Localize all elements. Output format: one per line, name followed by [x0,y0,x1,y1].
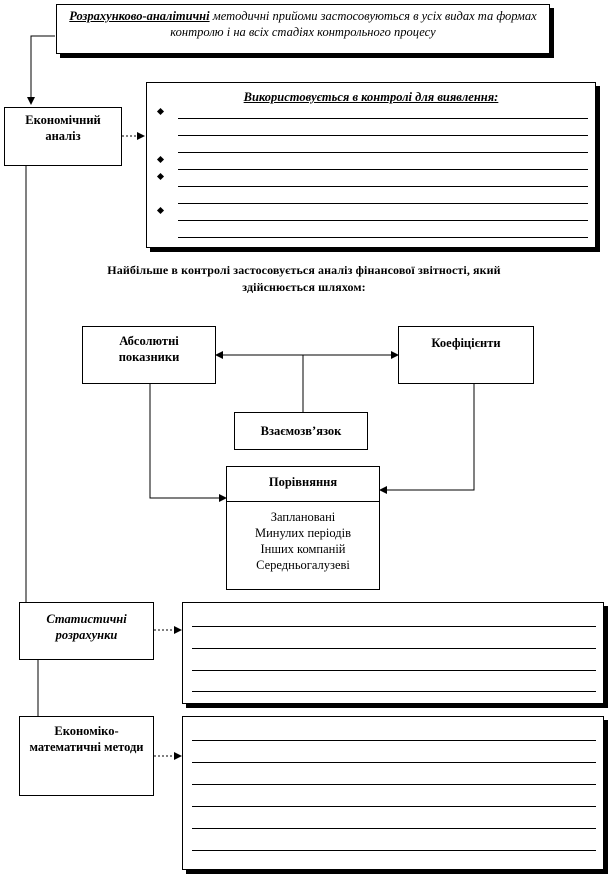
top-note-highlight: Розрахунково-аналітичні [69,9,210,23]
blank-line [192,691,596,692]
blank-line [178,169,588,170]
blank-line [192,828,596,829]
blank-line [178,220,588,221]
usage-box [146,82,596,248]
comparison-item: Заплановані [270,510,336,524]
top-note-box [56,4,550,54]
statistical-blank-box [182,602,604,704]
coefficients-label: Коефіцієнти [431,336,501,350]
economic-analysis-box [4,107,122,166]
blank-line [192,762,596,763]
econ-math-box [19,716,154,796]
comparison-item: Інших компаній [260,542,346,556]
absolute-indicators-box [82,326,216,384]
blank-line [178,186,588,187]
econ-math-label: Економіко-математичні методи [29,724,144,754]
blank-line [178,135,588,136]
blank-line [178,152,588,153]
blank-line [192,784,596,785]
divider [227,501,379,502]
comparison-item: Минулих періодів [254,526,352,540]
usage-title: Використовується в контролі для виявлення: [243,90,499,104]
absolute-indicators-label: Абсолютні показники [118,334,180,364]
blank-line [192,648,596,649]
statistical-label: Статистичні розрахунки [46,612,127,642]
financial-note: Найбільше в контролі застосовується аналіз фінансової звітності, який здійснюється шляхом: [107,263,501,294]
coefficients-box [398,326,534,384]
blank-line [192,670,596,671]
blank-line [192,806,596,807]
top-note-text: методичні прийоми застосовуються в усіх видах та формах контролю і на всіх стадіях контрольного процесу [170,9,537,39]
blank-line [192,850,596,851]
statistical-box [19,602,154,660]
blank-line [178,118,588,119]
interrelation-label: Взаємозв’язок [260,424,342,438]
comparison-title: Порівняння [268,475,338,489]
blank-line [178,203,588,204]
economic-analysis-label: Економічний аналіз [25,113,101,143]
comparison-box [226,466,380,590]
blank-line [192,740,596,741]
interrelation-box [234,412,368,450]
comparison-item: Середньогалузеві [256,558,350,572]
blank-line [192,626,596,627]
blank-line [178,237,588,238]
